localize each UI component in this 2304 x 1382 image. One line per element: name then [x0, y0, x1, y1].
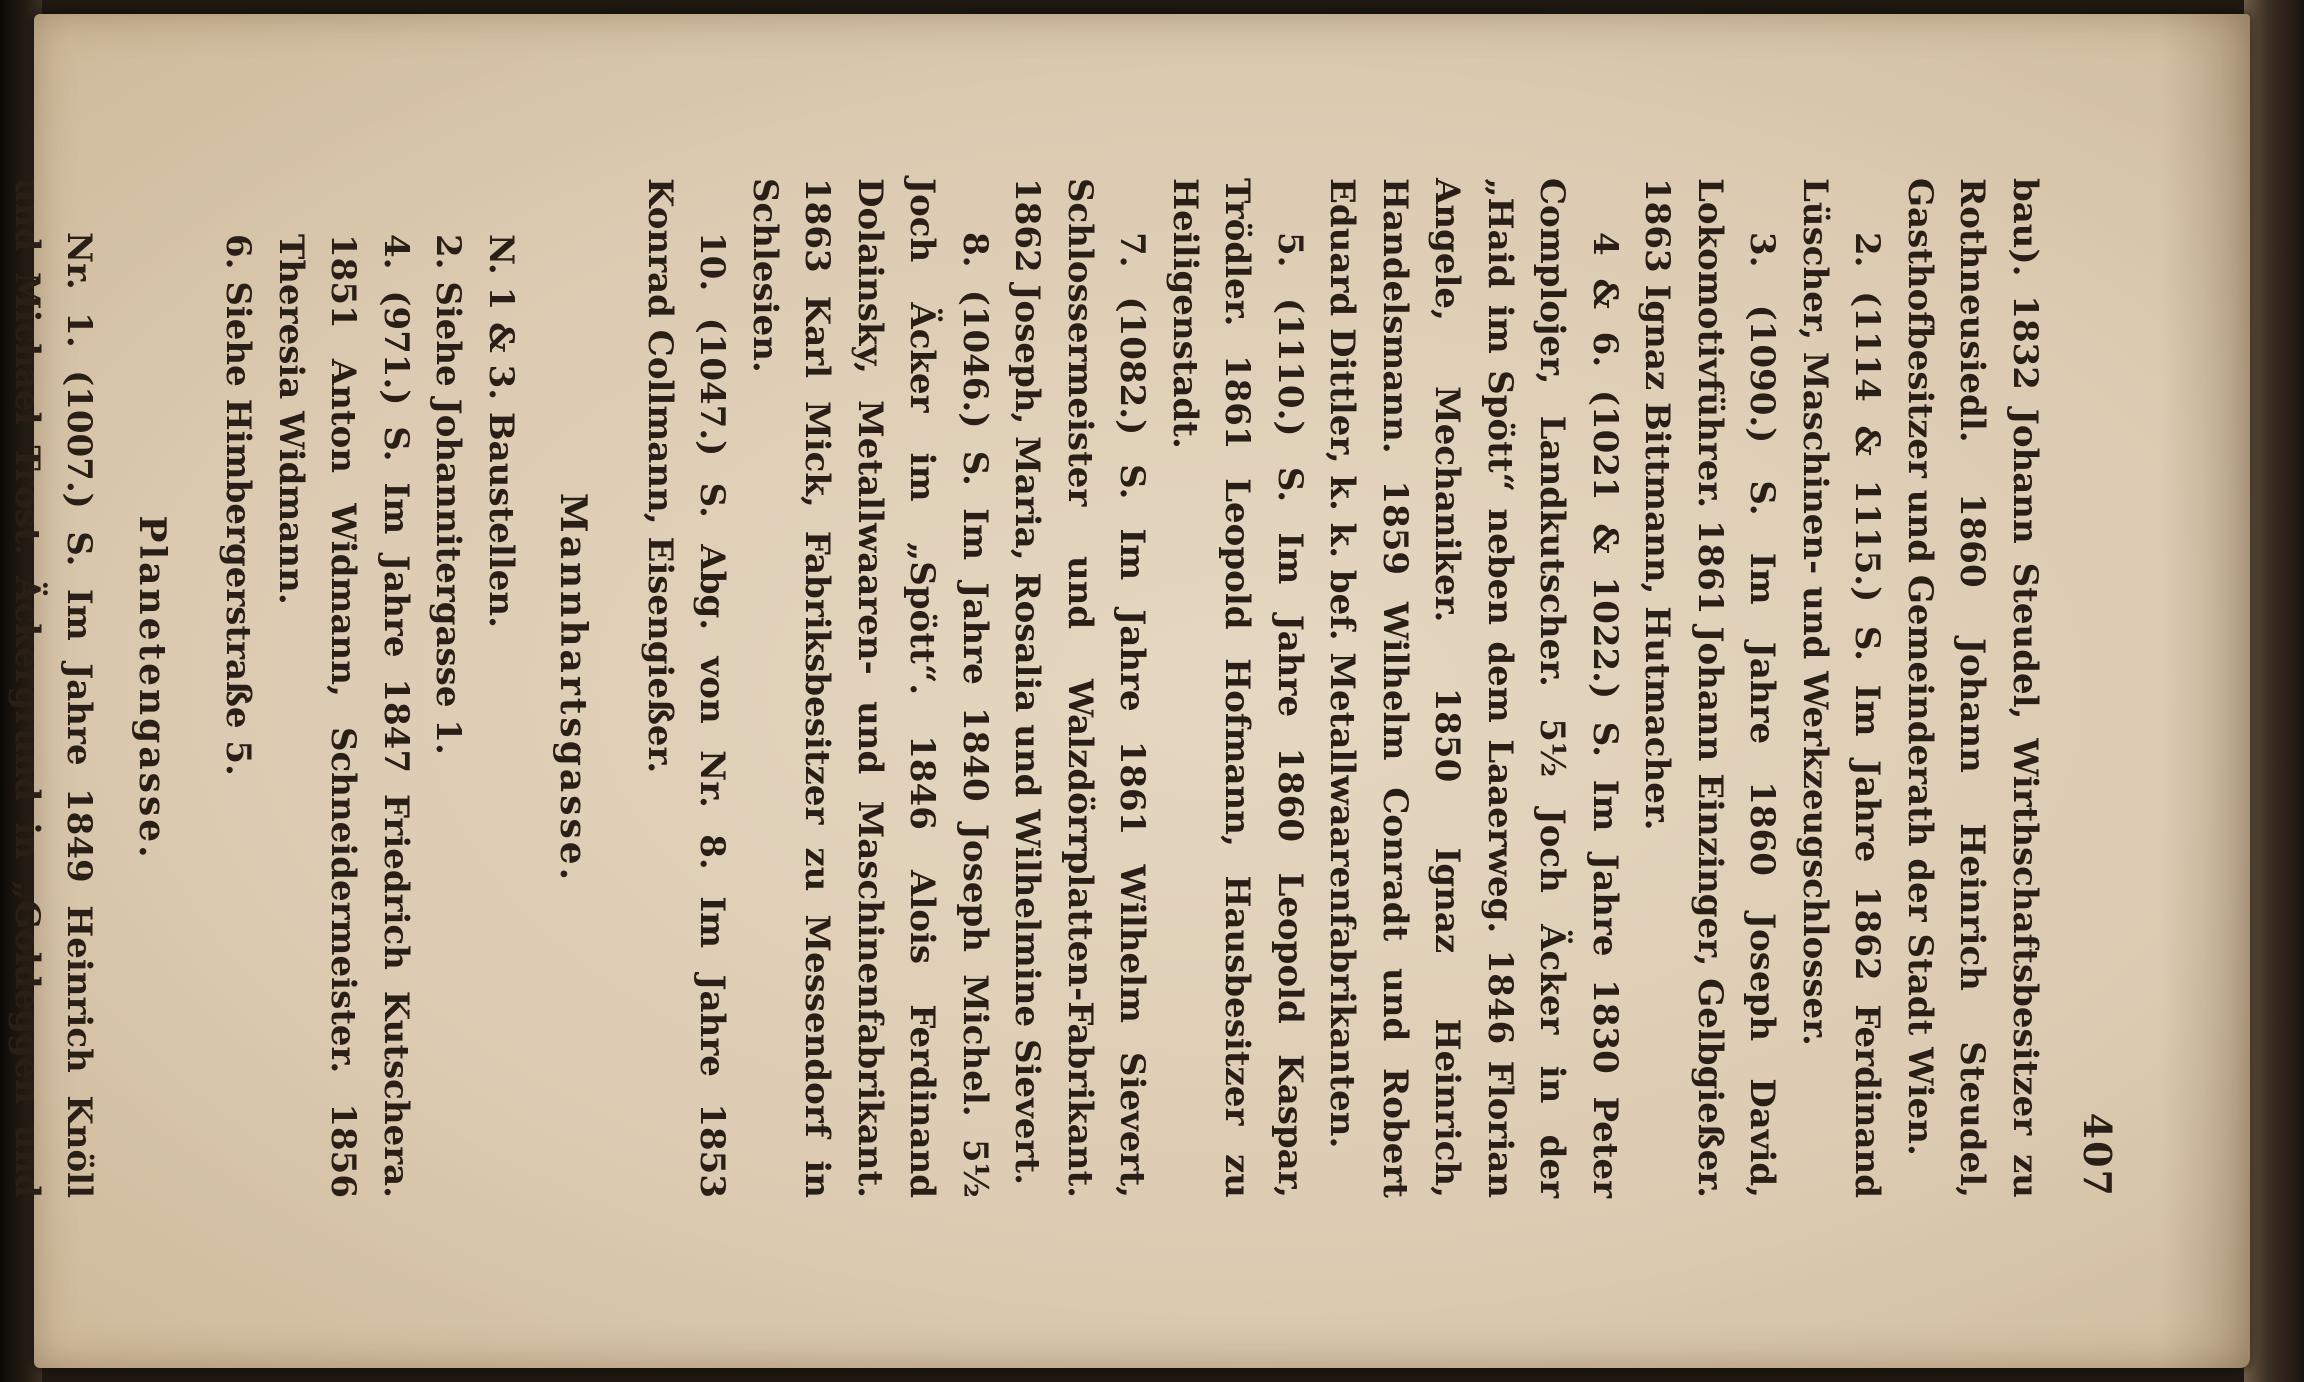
- paragraph: 8. (1046.) S. Im Jahre 1840 Joseph Michel. 5½ Joch Äcker im „Spött“. 1846 Alois Ferdinand Dolainsky, Metallwaaren- und Maschinenfabrikant. 1863 Karl Mick, Fabriksbesitzer zu Messendorf in Schlesien.: [745, 178, 995, 1198]
- list-item: 2. Siehe Johannitergasse 1.: [428, 234, 469, 755]
- list-item: 6. Siehe Himbergerstraße 5.: [218, 234, 259, 776]
- paragraph: 10. (1047.) S. Abg. von Nr. 8. Im Jahre 1853 Konrad Collmann, Eisengießer.: [640, 178, 733, 1198]
- paragraph: 3. (1090.) S. Im Jahre 1860 Joseph David, Lokomotivführer. 1861 Johann Einzinger, Gelbgießer. 1863 Ignaz Bittmann, Hutmacher.: [1637, 178, 1783, 1198]
- list-item: 4. (971.) S. Im Jahre 1847 Friedrich Kutschera. 1851 Anton Widmann, Schneidermeister. 1856 Theresia Widmann.: [271, 234, 416, 1198]
- page-content: [7, 108, 2163, 1268]
- paragraph: 4 & 6. (1021 & 1022.) S. Im Jahre 1830 Peter Complojer, Landkutscher. 5½ Joch Äcker in der „Haid im Spött“ neben dem Laaerweg. 1846 Florian Angele, Mechaniker. 1850 Ignaz Heinrich, Handelsmann. 1859 Wilhelm Conradt und Robert Eduard Dittler, k. k. bef. Metallwaarenfabrikanten.: [1322, 178, 1625, 1198]
- paragraph: 2. (1114 & 1115.) S. Im Jahre 1862 Ferdinand Lüscher, Maschinen- und Werkzeugschlosser.: [1795, 178, 1888, 1198]
- book-page: [7, 14, 2250, 1368]
- section-heading-planetengasse: Planetengasse.: [131, 515, 173, 861]
- paragraph: Nr. 1. (1007.) S. Im Jahre 1849 Heinrich Knöll und Michael Trost. Äckergrund in „Goldeggen und: [7, 178, 100, 1198]
- list-item: N. 1 & 3. Baustellen.: [481, 234, 521, 628]
- paragraph: 5. (1110.) S. Im Jahre 1860 Leopold Kaspar, Trödler. 1861 Leopold Hofmann, Hausbesitzer zu Heiligenstadt.: [1165, 178, 1310, 1198]
- section-heading-mannhartsgasse: Mannhartsgasse.: [552, 492, 595, 884]
- paragraph: bau). 1832 Johann Steudel, Wirthschaftsbesitzer zu Rothneusiedl. 1860 Johann Heinrich Steudel, Gasthofbesitzer und Gemeinderath der Stadt Wien.: [1900, 178, 2045, 1198]
- page-number: 407: [2075, 1112, 2120, 1198]
- text-body: [0, 178, 2051, 1198]
- page-fore-edge: [2244, 0, 2304, 1382]
- paragraph: 7. (1082.) S. Im Jahre 1861 Wilhelm Sievert, Schlossermeister und Walzdörrplatten-Fabrikant. 1862 Joseph, Maria, Rosalia und Wilhelmine Sievert.: [1007, 178, 1153, 1198]
- rotated-text-frame: [7, 108, 2163, 1268]
